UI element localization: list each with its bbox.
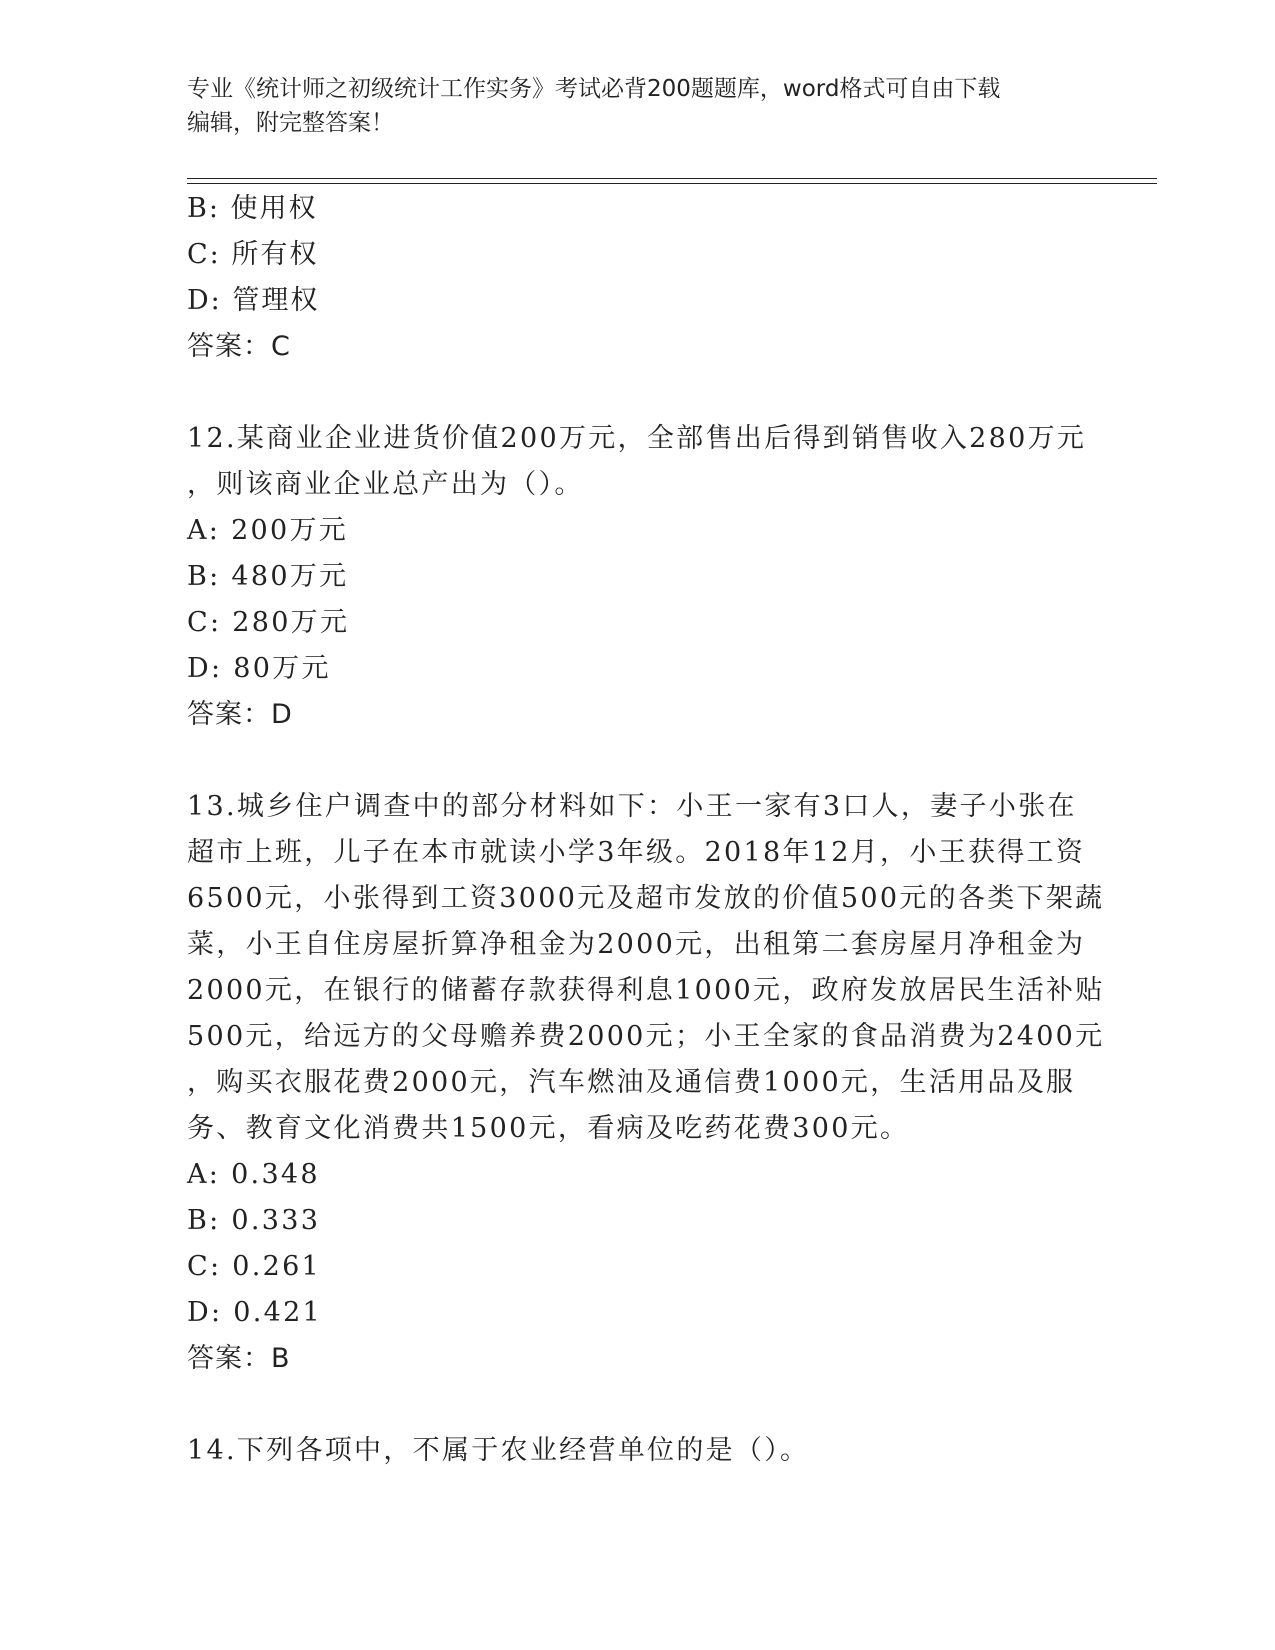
- question-text-line: 500元，给远方的父母赡养费2000元；小王全家的食品消费为2400元: [187, 1021, 1105, 1052]
- question-text-line: ，则该商业企业总产出为（）。: [187, 469, 584, 500]
- option-b: B: 使用权: [187, 193, 318, 224]
- option-d: D: 80万元: [187, 653, 331, 684]
- option-c: C: 所有权: [187, 239, 319, 270]
- question-text-line: 菜，小王自住房屋折算净租金为2000元，出租第二套房屋月净租金为: [187, 929, 1086, 960]
- answer-line: 答案：C: [187, 331, 291, 362]
- option-d: D: 0.421: [187, 1297, 323, 1328]
- question-text-line: 12.某商业企业进货价值200万元，全部售出后得到销售收入280万元: [187, 423, 1087, 454]
- spacer: [187, 738, 1087, 784]
- question-14: [187, 1428, 1087, 1474]
- option-a: A: 0.348: [187, 1159, 320, 1190]
- question-text-line: 14.下列各项中，不属于农业经营单位的是（）。: [187, 1435, 810, 1466]
- option-c: C: 0.261: [187, 1251, 322, 1282]
- answer-line: 答案：D: [187, 699, 293, 730]
- option-c: C: 280万元: [187, 607, 350, 638]
- header-divider-top: [187, 178, 1157, 179]
- question-text-line: 务、教育文化消费共1500元，看病及吃药花费300元。: [187, 1113, 910, 1144]
- question-text-line: 13.城乡住户调查中的部分材料如下：小王一家有3口人，妻子小张在: [187, 791, 1077, 822]
- spacer: [187, 370, 1087, 416]
- question-text-line: 6500元，小张得到工资3000元及超市发放的价值500元的各类下架蔬: [187, 883, 1105, 914]
- answer-line: 答案：B: [187, 1343, 291, 1374]
- question-text-line: 2000元，在银行的储蓄存款获得利息1000元，政府发放居民生活补贴: [187, 975, 1105, 1006]
- option-d: D: 管理权: [187, 285, 320, 316]
- question-11-tail: [187, 186, 1087, 370]
- document-header: [187, 72, 1067, 140]
- option-b: B: 0.333: [187, 1205, 321, 1236]
- header-divider-bottom: [187, 183, 1157, 184]
- question-12: [187, 416, 1087, 738]
- question-list: [187, 186, 1105, 1474]
- option-b: B: 480万元: [187, 561, 349, 592]
- header-line-1: 专业《统计师之初级统计工作实务》考试必背200题题库，word格式可自由下载: [187, 76, 1001, 102]
- spacer: [187, 1382, 1087, 1428]
- question-text-line: ，购买衣服花费2000元，汽车燃油及通信费1000元，生活用品及服: [187, 1067, 1076, 1098]
- option-a: A: 200万元: [187, 515, 349, 546]
- question-13: [187, 784, 1105, 1382]
- question-text-line: 超市上班，儿子在本市就读小学3年级。2018年12月，小王获得工资: [187, 837, 1086, 868]
- header-line-2: 编辑，附完整答案！: [187, 110, 394, 136]
